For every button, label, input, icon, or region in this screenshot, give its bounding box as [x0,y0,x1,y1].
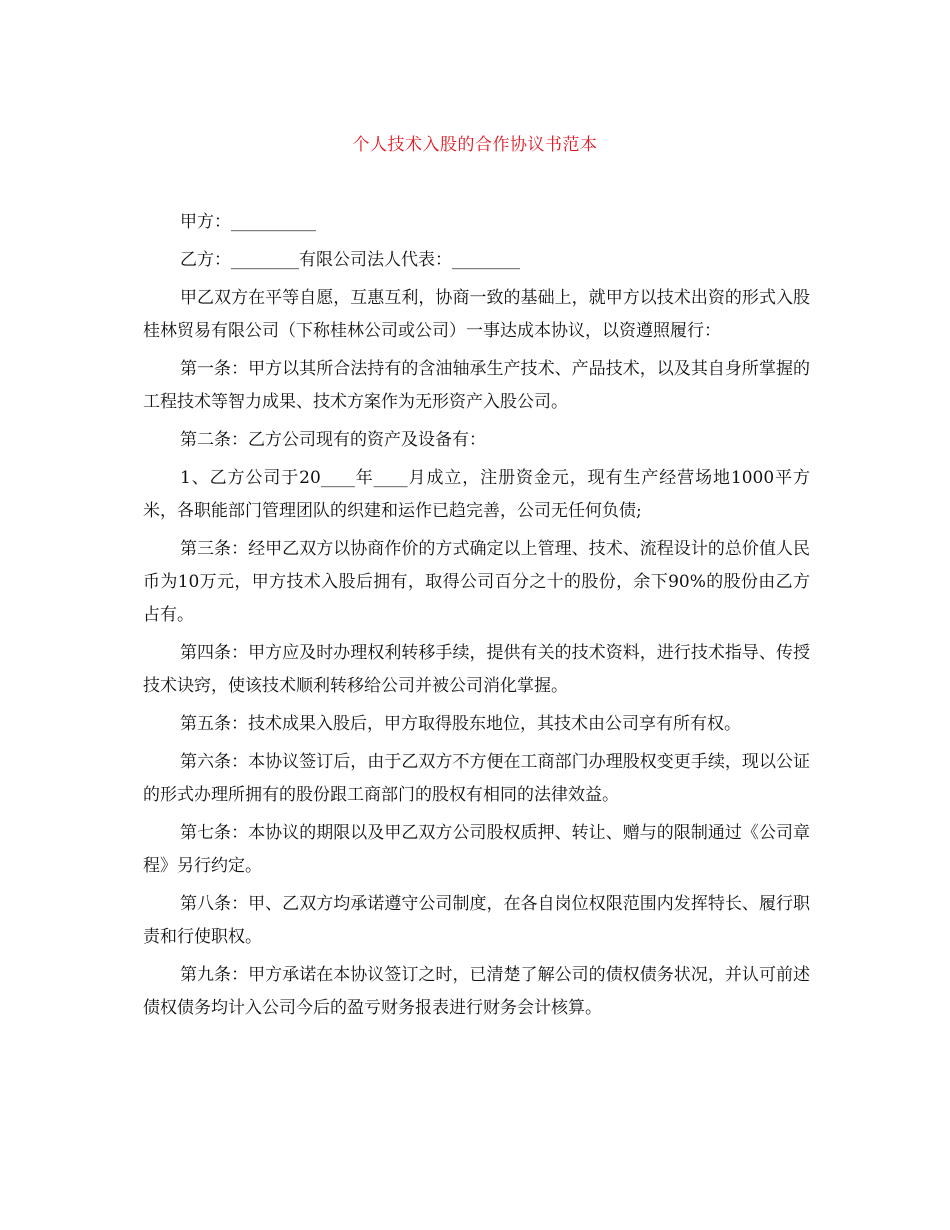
document-title: 个人技术入股的合作协议书范本 [352,135,598,155]
party-a-line: 甲方：__________ [180,212,316,232]
article-2-item-1: 1、乙方公司于20____年____月成立，注册资金元，现有生产经营场地1000平方米，各职能部门管理团队的织建和运作已趋完善，公司无任何负债; [143,468,810,521]
article-7: 第七条：本协议的期限以及甲乙双方公司股权质押、转让、赠与的限制通过《公司章程》另行约定。 [143,823,810,876]
party-b-line: 乙方：________有限公司法人代表：________ [180,250,520,270]
article-2: 第二条：乙方公司现有的资产及设备有： [180,430,486,450]
article-3: 第三条：经甲乙双方以协商作价的方式确定以上管理、技术、流程设计的总价值人民币为10万元，甲方技术入股后拥有，取得公司百分之十的股份，余下90%的股份由乙方占有。 [143,539,810,625]
document-body [143,206,810,1025]
article-9: 第九条：甲方承诺在本协议签订之时，已清楚了解公司的债权债务状况，并认可前述债权债务均计入公司今后的盈亏财务报表进行财务会计核算。 [143,965,810,1018]
article-1: 第一条：甲方以其所合法持有的含油轴承生产技术、产品技术，以及其自身所掌握的工程技术等智力成果、技术方案作为无形资产入股公司。 [143,359,810,412]
article-8: 第八条：甲、乙双方均承诺遵守公司制度，在各自岗位权限范围内发挥特长、履行职责和行使职权。 [143,894,810,947]
article-4: 第四条：甲方应及时办理权利转移手续，提供有关的技术资料，进行技术指导、传授技术诀窍，使该技术顺利转移给公司并被公司消化掌握。 [143,643,810,696]
article-6: 第六条：本协议签订后，由于乙双方不方便在工商部门办理股权变更手续，现以公证的形式办理所拥有的股份跟工商部门的股权有相同的法律效益。 [143,752,810,805]
preamble-paragraph: 甲乙双方在平等自愿，互惠互利，协商一致的基础上，就甲方以技术出资的形式入股桂林贸易有限公司（下称桂林公司或公司）一事达成本协议，以资遵照履行： [143,288,810,341]
article-5: 第五条：技术成果入股后，甲方取得股东地位，其技术由公司享有所有权。 [180,714,741,734]
